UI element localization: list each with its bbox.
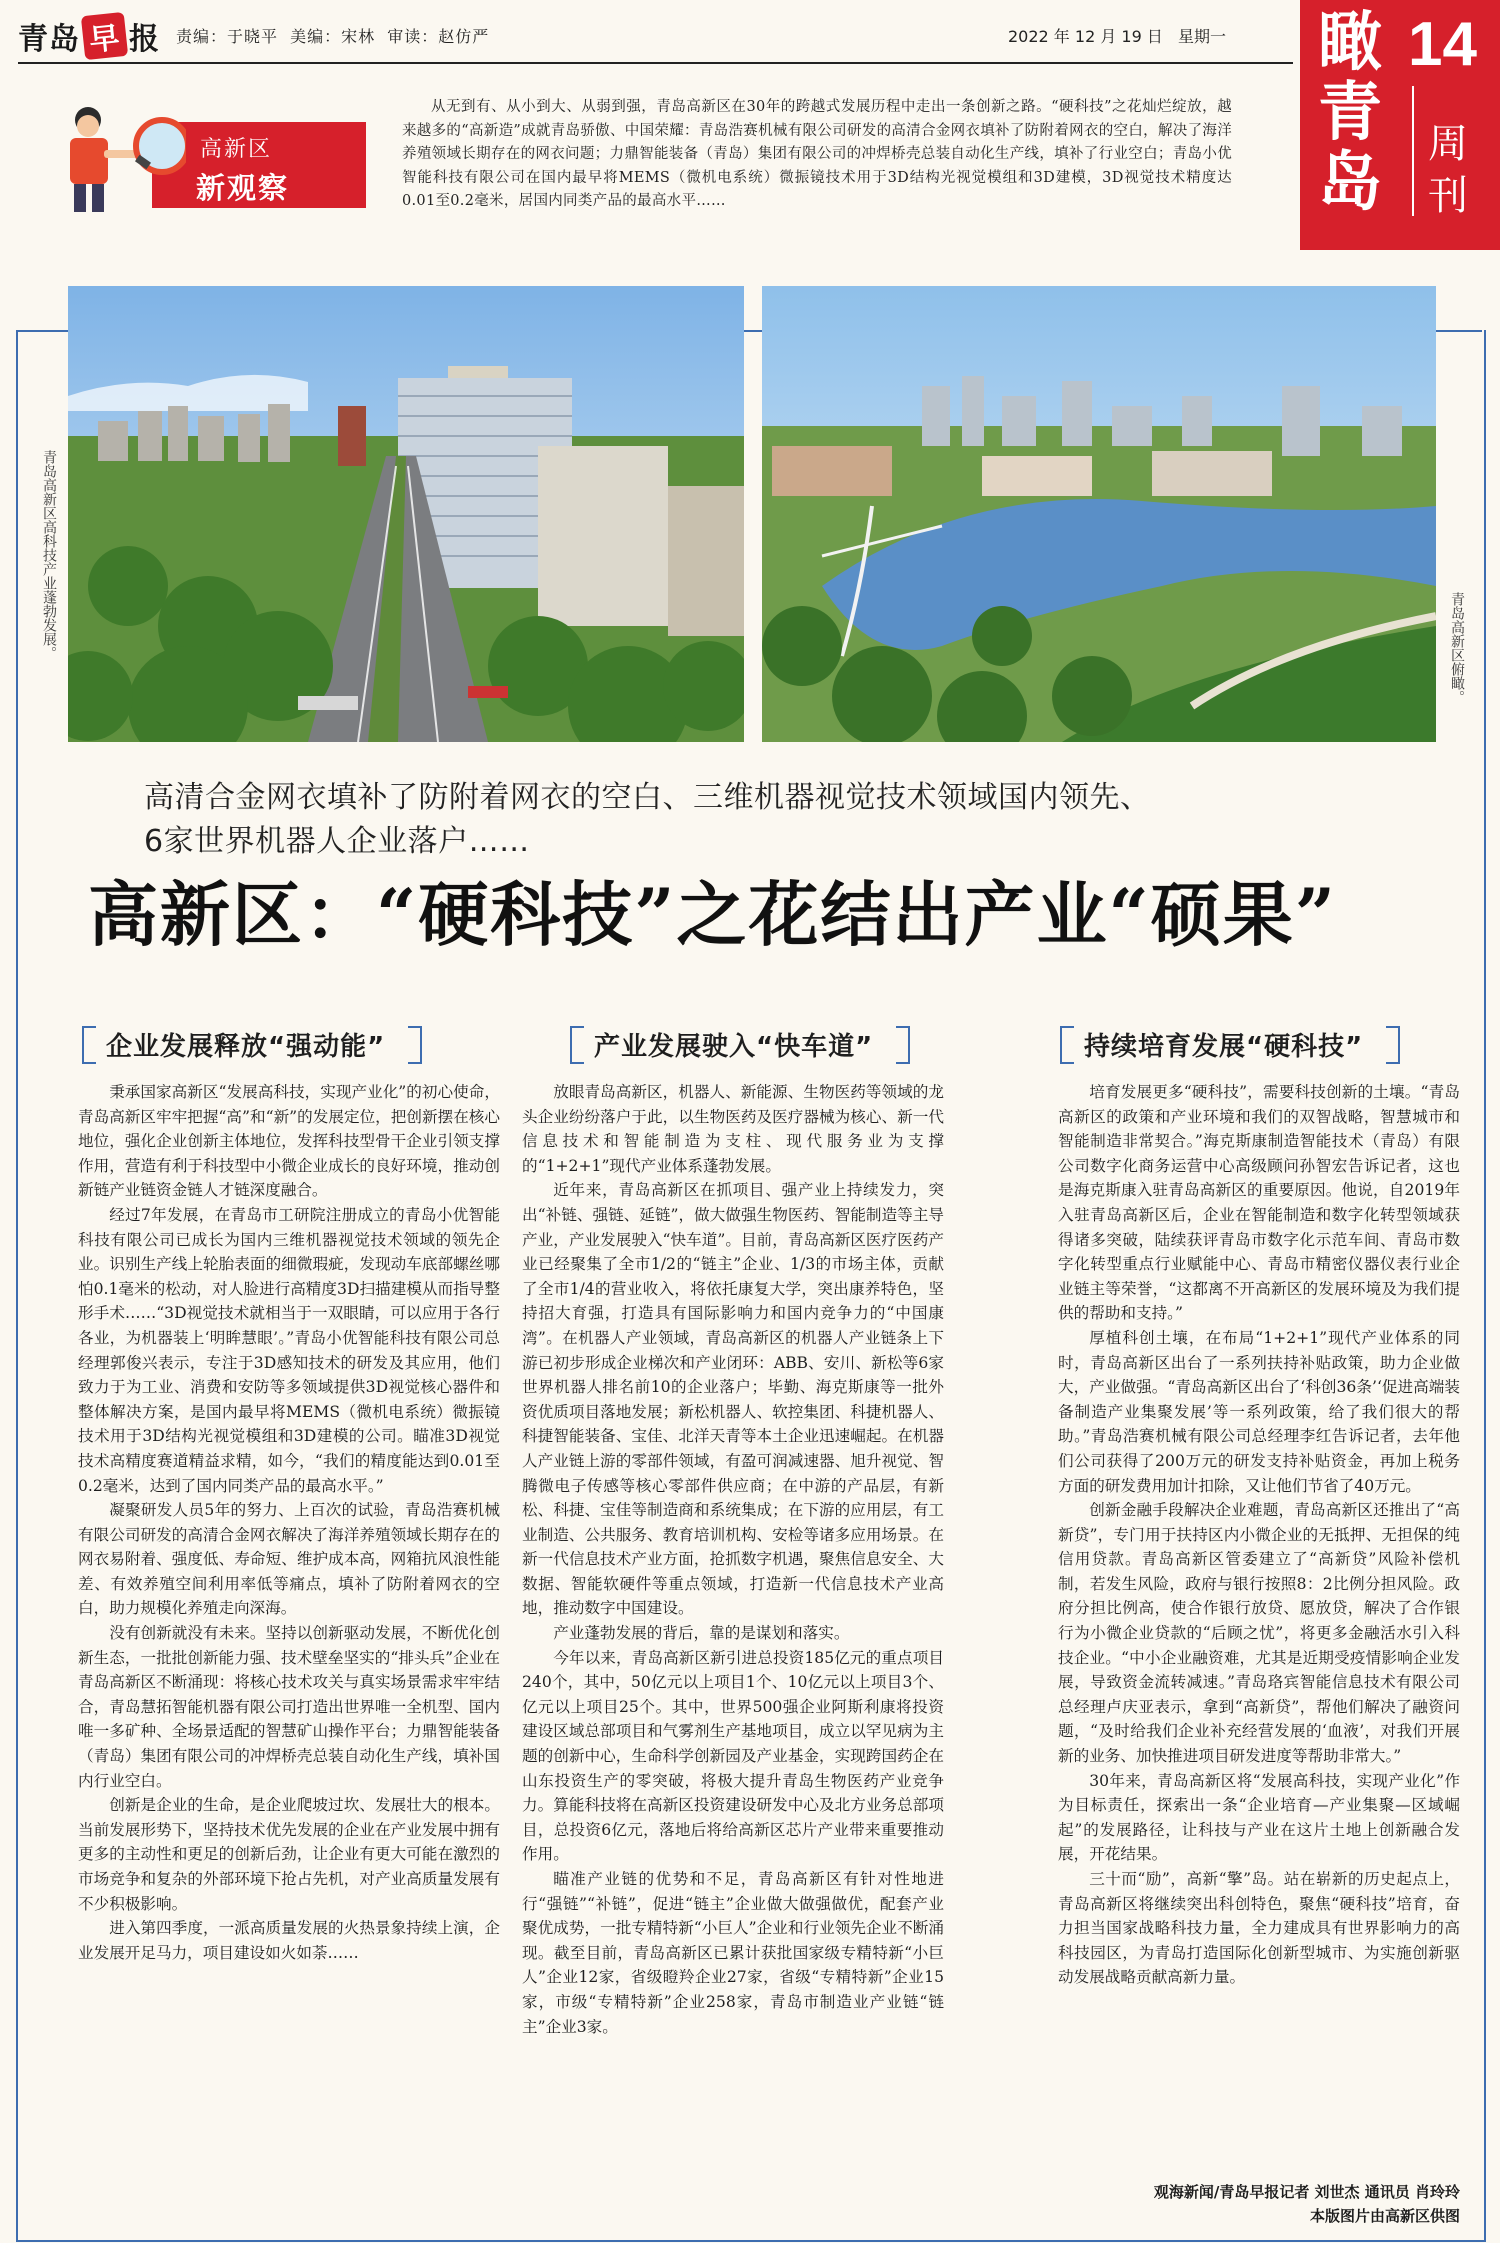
observer-illustration-icon <box>46 100 186 218</box>
paragraph: 30年来，青岛高新区将“发展高科技，实现产业化”作为目标责任，探索出一条“企业培育—产业集聚—区域崛起”的发展路径，让科技与产业在这片土地上创新融合发展，开花结果。 <box>1058 1771 1460 1864</box>
article-column-1 <box>78 1080 500 1965</box>
photo1-caption: 青岛高新区高科技产业蓬勃发展。 <box>41 450 57 660</box>
section-title-2 <box>570 1022 910 1068</box>
paragraph: 厚植科创土壤，在布局“1+2+1”现代产业体系的同时，青岛高新区出台了一系列扶持补贴政策，助力企业做大，产业做强。“青岛高新区出台了‘科创36条’‘促进高端装备制造产业集聚发展’等一系列政策，给了我们很大的帮助。”青岛浩赛机械有限公司总经理李红告诉记者，去年他们公司获得了200万元的研发支持补贴资金，再加上税务方面的研发费用加计扣除，又让他们节省了40万元。 <box>1058 1328 1460 1495</box>
section-3-title-text: 持续培育发展“硬科技” <box>1084 1032 1364 1062</box>
subheadline-line-2: 6家世界机器人企业落户…… <box>144 824 530 859</box>
section-1-title-text: 企业发展释放“强动能” <box>106 1032 386 1062</box>
paragraph: 进入第四季度，一派高质量发展的火热景象持续上演，企业发展开足马力，项目建设如火如荼…… <box>78 1919 500 1962</box>
section-2-title-text: 产业发展驶入“快车道” <box>594 1032 874 1062</box>
column-badge <box>46 100 368 218</box>
badge-line-2: 新观察 <box>196 171 290 205</box>
photo-credit: 本版图片由高新区供图 <box>1309 2207 1460 2225</box>
article-column-3 <box>1058 1080 1460 1990</box>
paragraph: 没有创新就没有未来。坚持以创新驱动发展，不断优化创新生态，一批批创新能力强、技术壁垒坚实的“排头兵”企业在青岛高新区不断涌现：将核心技术攻关与真实场景需求牢牢结合，青岛慧拓智能机器有限公司打造出世界唯一全机型、国内唯一多矿种、全场景适配的智慧矿山操作平台；力鼎智能装备（青岛）集团有限公司的冲焊桥壳总装自动化生产线，填补国内行业空白。 <box>78 1624 500 1790</box>
paragraph: 三十而“励”，高新“擎”岛。站在崭新的历史起点上，青岛高新区将继续突出科创特色，聚焦“硬科技”培育，奋力担当国家战略科技力量，全力建成具有世界影响力的高科技园区，为青岛打造国际化创新型城市、为实施创新驱动发展战略贡献高新力量。 <box>1058 1870 1460 1987</box>
masthead <box>18 14 1278 64</box>
brand-char-1: 瞰 <box>1318 5 1382 80</box>
weekday-text: 星期一 <box>1177 27 1226 46</box>
bracket-left-icon <box>1060 1026 1074 1064</box>
lead-paragraph: 从无到有、从小到大、从弱到强，青岛高新区在30年的跨越式发展历程中走出一条创新之路。“硬科技”之花灿烂绽放，越来越多的“高新造”成就青岛骄傲、中国荣耀：青岛浩赛机械有限公司研发的高清合金网衣填补了防附着网衣的空白，解决了海洋养殖领域长期存在的网衣问题；力鼎智能装备（青岛）集团有限公司的冲焊桥壳总装自动化生产线，填补了行业空白；青岛小优智能科技有限公司在国内最早将MEMS（微机电系统）微振镜技术用于3D结构光视觉模组和3D建模，3D视觉技术精度达0.01至0.2毫米，居国内同类产品的最高水平…… <box>402 99 1232 209</box>
brand-divider <box>1412 86 1414 216</box>
paragraph: 秉承国家高新区“发展高科技，实现产业化”的初心使命，青岛高新区牢牢把握“高”和“新”的发展定位，把创新摆在核心地位，强化企业创新主体地位，发挥科技型骨干企业引领支撑作用，营造有利于科技型中小微企业成长的良好环境，推动创新链产业链资金链人才链深度融合。 <box>78 1083 500 1200</box>
designer-credit: 美编：宋林 <box>290 27 376 46</box>
section-brand <box>1300 0 1500 250</box>
brand-char-3: 岛 <box>1318 145 1382 220</box>
proofreader-credit: 审读：赵仿严 <box>387 27 490 46</box>
logo-text-right: 报 <box>129 22 160 57</box>
photo-lake-aerial <box>762 286 1436 742</box>
weekly-label: 周刊 <box>1428 121 1468 219</box>
paragraph: 培育发展更多“硬科技”，需要科技创新的土壤。“青岛高新区的政策和产业环境和我们的双智战略，智慧城市和智能制造非常契合。”海克斯康制造智能技术（青岛）有限公司数字化商务运营中心高级顾问孙智宏告诉记者，这也是海克斯康入驻青岛高新区的重要原因。他说，自2019年入驻青岛高新区后，企业在智能制造和数字化转型领域获得诸多突破，陆续获评青岛市数字化示范车间、青岛市数字化转型重点行业赋能中心、青岛市精密仪器仪表行业企业链主等荣誉，“这都离不开高新区的发展环境及为我们提供的帮助和支持。” <box>1058 1083 1460 1323</box>
paragraph: 放眼青岛高新区，机器人、新能源、生物医药等领域的龙头企业纷纷落户于此，以生物医药及医疗器械为核心、新一代信息技术和智能制造为支柱、现代服务业为支撑的“1+2+1”现代产业体系蓬勃发展。 <box>522 1083 944 1175</box>
bracket-left-icon <box>570 1026 584 1064</box>
paragraph: 瞄准产业链的优势和不足，青岛高新区有针对性地进行“强链”“补链”，促进“链主”企业做大做强做优，配套产业聚优成势，一批专精特新“小巨人”企业和行业领先企业不断涌现。截至目前，青岛高新区已累计获批国家级专精特新“小巨人”企业12家，省级瞪羚企业27家，省级“专精特新”企业15家，市级“专精特新”企业258家，青岛市制造业产业链“链主”企业3家。 <box>522 1870 944 2036</box>
brand-char-2: 青 <box>1318 75 1382 150</box>
byline <box>1032 2180 1460 2228</box>
page-number: 14 <box>1408 10 1477 79</box>
subheadline <box>144 776 1394 864</box>
editor-credits <box>176 24 495 47</box>
photo-boulevard <box>68 286 744 742</box>
bracket-right-icon <box>896 1026 910 1064</box>
newspaper-logo <box>18 14 160 58</box>
photo2-caption: 青岛高新区俯瞰。 <box>1449 592 1465 704</box>
paragraph: 经过7年发展，在青岛市工研院注册成立的青岛小优智能科技有限公司已成长为国内三维机器视觉技术领域的领先企业。识别生产线上轮胎表面的细微瑕疵，发现动车底部螺丝哪怕0.1毫米的松动，对人脸进行高精度3D扫描建模从而指导整形手术……“3D视觉技术就相当于一双眼睛，可以应用于各行各业，为机器装上‘明眸慧眼’。”青岛小优智能科技有限公司总经理郭俊兴表示，专注于3D感知技术的研发及其应用，他们致力于为工业、消费和安防等多领域提供3D视觉核心器件和整体解决方案，是国内最早将MEMS（微机电系统）微振镜技术用于3D结构光视觉模组和3D建模的公司。瞄准3D视觉技术高精度赛道精益求精，如今，“我们的精度能达到0.01至0.2毫米，达到了国内同类产品的最高水平。” <box>78 1205 500 1495</box>
logo-mark: 早 <box>81 12 128 60</box>
paragraph: 创新是企业的生命，是企业爬坡过坎、发展壮大的根本。当前发展形势下，坚持技术优先发展的企业在产业发展中拥有更多的主动性和更足的创新后劲，让企业有更大可能在激烈的市场竞争和复杂的外部环境下抢占先机，对产业高质量发展有不少积极影响。 <box>78 1796 500 1913</box>
section-title-3 <box>1060 1022 1400 1068</box>
subheadline-line-1: 高清合金网衣填补了防附着网衣的空白、三维机器视觉技术领域国内领先、 <box>144 780 1151 815</box>
section-title-1 <box>82 1022 422 1068</box>
paragraph: 近年来，青岛高新区在抓项目、强产业上持续发力，突出“补链、强链、延链”，做大做强生物医药、智能制造等主导产业，产业发展驶入“快车道”。目前，青岛高新区医疗医药产业已经聚集了全市1/2的“链主”企业、1/3的市场主体，贡献了全市1/4的营业收入，将依托康复大学，突出康养特色，坚持招大育强，打造具有国际影响力和国内竞争力的“中国康湾”。在机器人产业领域，青岛高新区的机器人产业链条上下游已初步形成企业梯次和产业闭环：ABB、安川、新松等6家世界机器人排名前10的企业落户；毕勤、海克斯康等一批外资优质项目落地发展；新松机器人、软控集团、科捷机器人、科捷智能装备、宝佳、北洋天青等本土企业迅速崛起。在机器人产业链上游的零部件领域，有盈可润减速器、旭升视觉、智腾微电子传感等核心零部件供应商；在中游的产品层，有新松、科捷、宝佳等制造商和系统集成；在下游的应用层，有工业制造、公共服务、教育培训机构、安检等诸多应用场景。在新一代信息技术产业方面，抢抓数字机遇，聚焦信息安全、大数据、智能软硬件等重点领域，打造新一代信息技术产业高地，推动数字中国建设。 <box>522 1181 944 1618</box>
bracket-right-icon <box>408 1026 422 1064</box>
article-column-2 <box>522 1080 944 2039</box>
badge-line-1: 高新区 <box>200 137 273 162</box>
masthead-rule <box>18 62 1293 64</box>
paragraph: 产业蓬勃发展的背后，靠的是谋划和落实。 <box>553 1624 850 1643</box>
issue-date <box>1008 24 1236 47</box>
date-text: 2022 年 12 月 19 日 <box>1008 27 1163 46</box>
bracket-right-icon <box>1386 1026 1400 1064</box>
logo-text-left: 青岛 <box>18 22 80 57</box>
reporter-credit: 观海新闻/青岛早报记者 刘世杰 通讯员 肖玲玲 <box>1153 2183 1460 2201</box>
editor-credit: 责编：于晓平 <box>176 27 279 46</box>
main-headline: 高新区：“硬科技”之花结出产业“硕果” <box>88 873 1338 956</box>
bracket-left-icon <box>82 1026 96 1064</box>
paragraph: 今年以来，青岛高新区新引进总投资185亿元的重点项目240个，其中，50亿元以上项目1个、10亿元以上项目3个、亿元以上项目25个。其中，世界500强企业阿斯利康将投资建设区域总部项目和气雾剂生产基地项目，成立以罕见病为主题的创新中心，生命科学创新园及产业基金，实现跨国药企在山东投资生产的零突破，将极大提升青岛生物医药产业竞争力。算能科技将在高新区投资建设研发中心及北方业务总部项目，总投资6亿元，落地后将给高新区芯片产业带来重要推动作用。 <box>522 1648 944 1864</box>
paragraph: 凝聚研发人员5年的努力、上百次的试验，青岛浩赛机械有限公司研发的高清合金网衣解决了海洋养殖领域长期存在的网衣易附着、强度低、寿命短、维护成本高，网箱抗风浪性能差、有效养殖空间利用率低等痛点，填补了防附着网衣的空白，助力规模化养殖走向深海。 <box>78 1501 500 1618</box>
paragraph: 创新金融手段解决企业难题，青岛高新区还推出了“高新贷”，专门用于扶持区内小微企业的无抵押、无担保的纯信用贷款。青岛高新区管委建立了“高新贷”风险补偿机制，若发生风险，政府与银行按照8：2比例分担风险。政府分担比例高，使合作银行放贷、愿放贷，解决了合作银行为小微企业贷款的“后顾之忧”，将更多金融活水引入科技企业。“中小企业融资难，尤其是近期受疫情影响企业发展，导致资金流转减速。”青岛珞宾智能信息技术有限公司总经理卢庆亚表示，拿到“高新贷”，帮他们解决了融资问题，“及时给我们企业补充经营发展的‘血液’，对我们开展新的业务、加快推进项目研发进度等帮助非常大。” <box>1058 1501 1460 1766</box>
